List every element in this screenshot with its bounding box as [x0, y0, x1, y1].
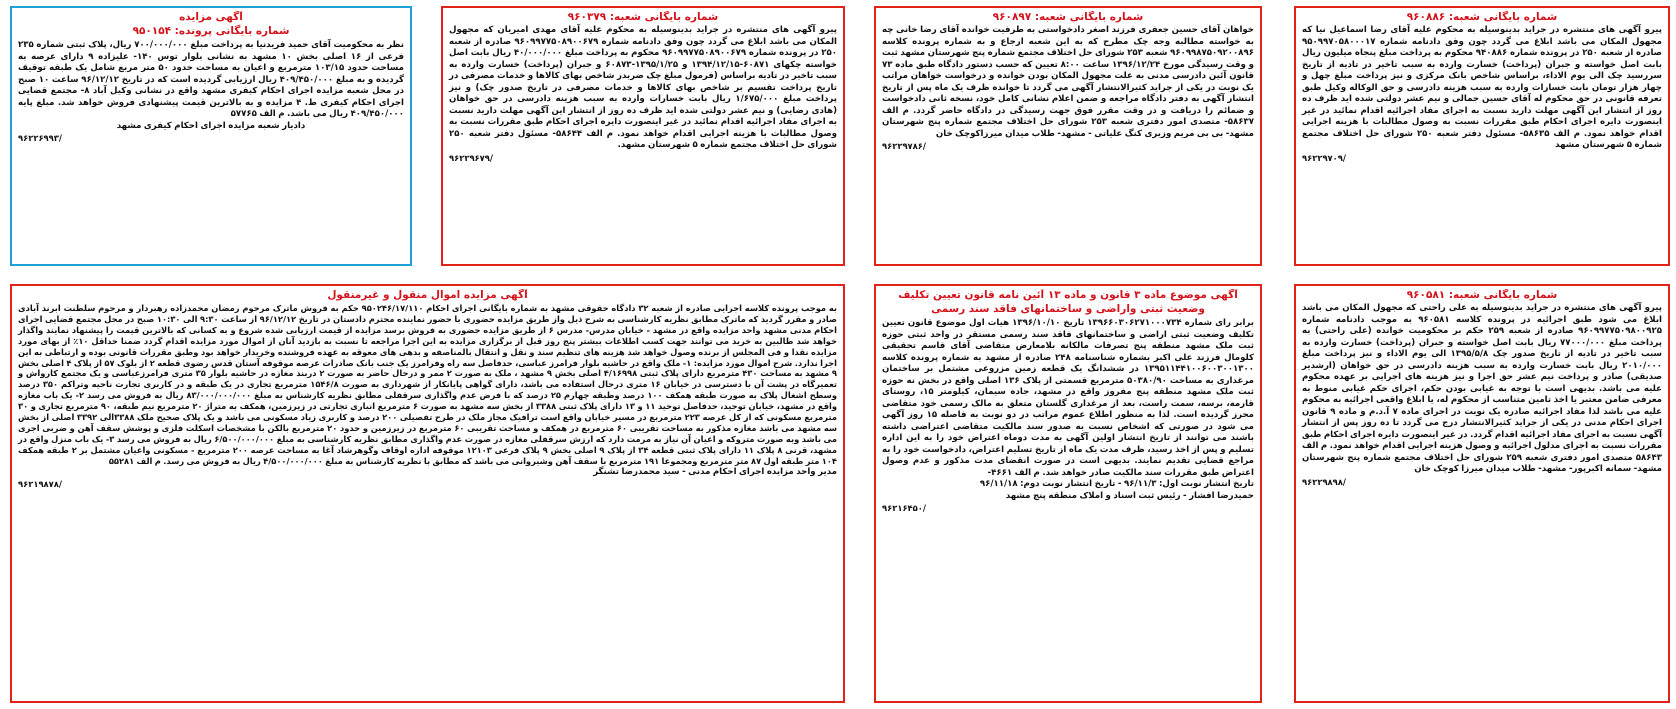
- notice-subtitle: وضعیت ثبتی واراضی و ساختمانهای فاقد سند رسمی: [931, 303, 1205, 315]
- notice-code: ۹۶۲۲۹۶۷۹/: [449, 152, 493, 163]
- notice-960379: [441, 6, 845, 266]
- notice-code: ۹۶۲۲۹۸۹۸/: [1302, 476, 1346, 487]
- notice-body: پیرو آگهی های منتشره در جراید بدینوسیله به علی راحتی که مجهول المکان می باشد ابلاغ می شود طبق اجرائیه در پرونده کلاسه ۹۶۰۵۸۱ به موجب دادنامه شماره ۹۶۰۹۹۷۷۵۰۹۸۰۰۹۲۵ صادره از شعبه ۲۵۹ حکم بر محکومیت خوانده (علی راحتی) به پرداخت مبلغ ۷۷۰۰۰/۰۰۰ ریال بابت اصل خواسته و جبران (پرداخت) خسارت وارده به سبب تاخیر در تادیه از تاریخ صدور چک ۱۳۹۵/۵/۸ الی یوم الاداء و نیز پرداخت مبلغ ۲۰۱۰/۰۰۰ ریال بابت خسارت وارده به سبب هزینه دادرسی در حق خواهان (ارشدیر صدیقی) صادر و پرداخت نیم عشر حق اجرا و نیز هزینه های اجرایی بر عهده محکوم علیه می باشد. بدیهی است با توجه به غیابی بودن حکم، اجرای حکم غیابی منوط به معرفی ضامن معتبر یا اخذ تامین متناسب از محکوم له، یا ابلاغ واقعی اجرائیه به محکوم علیه می باشد لذا مفاد اجرائیه صادره یک نوبت در اجرای ماده ۷ آ.د.م و ماده ۹ قانون اجرای احکام مدنی در یکی از جراید کثیرالانتشار درج می گردد تا ده روز پس از انتشار آگهی نسبت به اجرای مفاد اجرائیه اقدام گردد. در غیر اینصورت دایره اجرای احکام طبق مقررات نسبت به اجرای مدلول اجرائیه و وصول هزینه اجرایی اقدام خواهد نمود. م الف ۵۸۶۴۳ متصدی امور دفتری شعبه ۲۵۹ شورای حل اختلاف مجتمع شماره پنج شهرستان مشهد- سمانه اکبرپور- مشهد- طلاب میدان میرزا کوچک خان: [1302, 303, 1663, 474]
- notice-960581: [1294, 284, 1670, 703]
- notice-body: به موجب پرونده کلاسه اجرایی صادره از شعبه ۳۲ دادگاه حقوقی مشهد به شماره بایگانی اجرای احکام ۹۵۰۲۴۶/۱۷/۱۱۰ حکم به فروش ماترک مرحوم رمضان محمدزاده رهبردار و مرحوم سلطنت ابرند آبادی صادر و مقرر گردید که ماترک مطابق نظریه کارشناسی به شرح ذیل واز طریق مزایده حضوری با حضور نماینده محترم دادستان در تاریخ ۹۶/۱۲/۱۲ از ساعت ۹:۳۰ الی ۱۰:۳۰ صبح در محل مجتمع قضایی اجرای احکام مدنی مشهد واحد مزایده واقع در مشهد - خیابان مدرس- مدرس ۶ از طریق مزایده حضوری به فروش برسد مزایده از قیمت ارزیابی شده شروع و به کسانی که بالاترین قیمت را پیشنهاد نمایند واگذار خواهد شد طالبین به خرید می توانند جهت کسب اطلاعات بیشتر پنج روز قبل از برگزاری مزایده به این اجرا مراجعه تا نسبت به بازدید آنان از اموال مورد مزایده اقدام گردد ضمنا حداقل ۱۰٪ از بهای مورد مزایده نقدا و فی المجلس از برنده وصول خواهد شد هزینه های تنظیم سند و نقل و انتقال بالمناصفه و بدهی های معوقه به عهده فروشنده وخریدار خواهد بود وطبق مقررات قانونی بوده و ارتباطی به این اجرا ندارد. شرح اموال مورد مزایده: ۱- ملک واقع در حاشیه بلوار فرامرز عباسی، حدفاصل سه راه وفرامرز یک جنب بانک صادرات عرصه موقوفه آستان قدس رضوی قطعه ۲ از بلوک ۵۷ از پلاک ۴ اصلی بخش ۹ مشهد به مساحت ۴۳۰ مترمربع دارای پلاک ثبتی ۴/۱۶۹۹۸ اصلی بخش ۹ مشهد ، ملک به صورت ۲ ممر و درحال حاضر به صورت ۲ دربند مغازه در حاشیه بلوار ۳۵ متری فرامرزعباسی و یک مجتمع کارواش و تعمیرگاه در پشت آن با دسترسی در خیابان ۱۶ متری درحال استفاده می باشد، دارای گواهی پایانکار از شهرداری به صورت ۱۵۴۶/۸ مترمربع تجاری در یک طبقه و در کاربری تجارت ناحیه وتراکم ۳۵۰ درصد وسطح اشغال پلاک به صورت طبقه همکف ۱۰۰ درصد وطبقه چهارم ۲۵ درصد که با فرض عدم واگذاری سرقفلی مطابق نظریه کارشناس به مبلغ ۸۳/۰۰۰/۰۰۰/۰۰۰ ریال به فروش می رسد ۲- یک باب مغازه واقع در مشهد، خیابان توحید، حدفاصل توحید ۱۱ و ۱۳ دارای پلاک ثبتی ۳۳۸۸ از بخش سه مشهد به صورت ۶ مترمربع انباری تجارتی در زیرزمین، همکف به متراژ ۲۰ مترمربع نیم طبقه، ۹۰ مترمربع تجاری و ۳۰ مترمربع مسکونی که از کل عرصه ۲۲۳ مترمربع در مسیر خیابان واقع است ترافیک مجاز ملک در طرح تفصیلی ۲۰۰ درصد و کاربری زیاد مسکونی می باشد و یک پلاک صحیح ملک ۳۳۸۸الی ۳۳۹۲ اصلی از بخش سه مشهد می باشد مغازه مذکور به مساحت تقریبی ۶۰ مترمربع در همکف و مساحت تقریبی ۶۰ مترمربع در زیرزمین و حدود ۲۰ مترمربع بالکن با مشخصات اسکلت فلزی و پوشش سقف آهن و ضربی اجری می باشد وبه صورت متروکه و اعیان آن نیاز به مرمت دارد که ارزش سرقفلی مغازه در صورت عدم واگذاری مطابق نظریه کارشناسی به مبلغ ۶/۵۰۰/۰۰۰/۰۰۰ ریال به فروش می رسد ۳- یک باب منزل واقع در مشهد، قرنی ۸ پلاک ۱۱ دارای پلاک ثبتی قطعه ۳۴ از پلاک ۹ اصلی بخش ۹ پلاک فرعی ۱۲۱۰۳ موقوفه اداره اوقاف وگوهرشاد آغا به مساحت عرصه ۲۰۰ مترمربع - مسکونی واعیان مشتمل بر ۲ طبقه همکف ۱۰۴ متر طبقه اول ۸۷ متر مترمربع ومجموعا ۱۹۱ مترمربع با سقف آهن وشیروانی می باشد که مطابق با نظریه کارشناس به مبلغ ۴/۵۰۰/۰۰۰/۰۰۰ ریال به فروش می رسد. م الف ۵۵۲۸۱: [18, 303, 838, 466]
- notice-code: ۹۶۲۱۶۴۵۰/: [882, 503, 926, 513]
- notice-title: آگهی موضوع ماده ۳ قانون و ماده ۱۳ آئین نامه قانون تعیین تکلیف: [898, 289, 1238, 301]
- notice-signature: مدیر واحد مزایده اجرای احکام مدنی - سید محمدرضا تشنگر: [593, 466, 837, 477]
- notice-body: نظر به محکومیت آقای حمید فریدنیا به پرداخت مبلغ ۷۰۰/۰۰۰/۰۰۰ ریال، پلاک ثبتی شماره ۲۳۵ فرعی از ۱۶ اصلی بخش ۱۰ مشهد به نشانی بلوار توس ۱۴۰- علیزاده ۹ دارای عرصه به مساحت حدود ۱۰۳/۱۵ مترمربع و اعیان به مساحت حدود ۵۰ متر مربع شامل یک طبقه توقیف گردیده و به مبلغ ۴۰۹/۴۵۰/۰۰۰ ریال ارزیابی گردیده است که در تاریخ ۹۶/۱۲/۱۲ ساعت ۱۰ صبح در محل شعبه مزایده اجرای احکام کیفری مشهد واقع در نشانی وکیل آباد ۸- مجتمع قضایی اجرای احکام کیفری ط. ۴ مزایده و به بالاترین قیمت پیشنهادی فروش خواهد شد. مبلغ پایه ۴۰۹/۴۵۰/۰۰۰ ریال می باشد. م الف ۵۷۷۶۵: [18, 40, 405, 119]
- notice-signature: حمیدرضا افشار - رئیس ثبت اسناد و املاک منطقه پنج مشهد: [1005, 490, 1254, 501]
- auction-notice-950154: [10, 6, 412, 266]
- notice-dates: تاریخ انتشار نوبت اول: ۹۶/۱۱/۳ - تاریخ انتشار نوبت دوم: ۹۶/۱۱/۱۸: [979, 479, 1254, 489]
- notice-960897: [874, 6, 1262, 266]
- notice-title: آگهی مزایده اموال منقول و غیرمنقول: [327, 289, 528, 301]
- notice-body: برابر رای شماره ۱۳۹۶۶۰۳۰۶۲۷۱۰۰۰۷۳۴ تاریخ ۱۳۹۶/۱۰/۱۰ هیات اول موضوع قانون تعیین تکلیف وضعیت ثبتی اراضی و ساختمانهای فاقد سند رسمی مستقر در واحد ثبتی حوزه ثبت ملک مشهد منطقه پنج تصرفات مالکانه بلامعارض متقاضی آقای قاسم تحقیقی کلومال فرزند علی اکبر بشماره شناسنامه ۲۴۸ صادره از مشهد به شماره پرونده کلاسه ۱۳۹۵۱۱۴۴۱۰۰۶۰۰۳۰۰۱۳۰۰ در ششدانگ یک قطعه زمین مزروعی مشتمل بر ساختمان مرغداری به مساحت ۵۰۳۸۰/۹۰ مترمربع قسمتی از پلاک ۱۳۶ اصلی واقع در بخش نه حوزه ثبت ملک مشهد منطقه پنج مفروز واقع در مشهد، جاده سیمان، کیلومتر ۱۵، روستای قارمه، برسه، سمت راست، بعد از مرغداری گلستان متعلق به مالک رسمی خود متقاضی محرز گردیده است. لذا به منظور اطلاع عموم مراتب در دو نوبت به فاصله ۱۵ روز آگهی می شود در صورتی که اشخاص نسبت به صدور سند مالکیت متقاضی اعتراضی داشته باشند می توانند از تاریخ انتشار اولین آگهی به مدت دوماه اعتراض خود را به این اداره تسلیم و پس از اخذ رسید، ظرف مدت یک ماه از تاریخ تسلیم اعتراض، دادخواست خود را به مراجع قضایی تقدیم نمایند. بدیهی است در صورت انقضای مدت مذکور و عدم وصول اعتراض طبق مقررات سند مالکیت صادر خواهد شد. م الف ۴۶۶۱-: [882, 318, 1255, 478]
- notice-code: ۹۶۲۲۹۷۸۶/: [882, 141, 926, 151]
- notice-title: شماره بایگانی شعبه: ۹۶۰۸۸۶: [1406, 11, 1558, 23]
- notice-code: ۹۶۲۲۹۷۰۹/: [1302, 152, 1346, 163]
- notice-title: شماره بایگانی شعبه: ۹۶۰۳۷۹: [567, 11, 719, 23]
- notice-code: ۹۶۲۲۶۹۹۳/: [18, 133, 62, 143]
- notice-subtitle: شماره بایگانی پرونده: ۹۵۰۱۵۴: [132, 25, 290, 37]
- notice-960886: [1294, 6, 1670, 266]
- land-registration-notice: [874, 284, 1262, 703]
- notice-body: پیرو آگهی های منتشره در جراید بدینوسیله به محکوم علیه آقای مهدی امیریان که مجهول المکان می باشد ابلاغ می گردد چون وفق دادنامه شماره ۹۶۰۹۹۷۷۵۰۸۹۰۰۶۷۹ صادره از شعبه ۲۵۰ در پرونده شماره ۹۶۰۹۹۷۷۵۰۸۹۰۰۶۷۹ محکوم به پرداخت مبلغ ۴۰/۰۰۰/۰۰۰ ریال بابت اصل خواسته چکهای ۶۰۸۷۱-۱۳۹۴/۱۲/۱۵ و ۱۳۹۵/۱/۲۵-۶۰۸۷۳ و جبران (پرداخت) خسارت وارده به سبب تاخیر در تادیه براساس (فرمول مبلغ چک ضربدر شاخص بهای کالاها و خدمات مصرفی در تاریخ پرداخت تقسیم بر شاخص بهای کالاها و خدمات مصرفی در تاریخ صدور چک) و نیز پرداخت مبلغ ۱/۶۷۵/۰۰۰ ریال بابت خسارات وارده به سبب هزینه دادرسی در حق خواهان (هادی رضایی) و نیم عشر دولتی شده اید ظرف ده روز از انتشار این آگهی مهلت دارید نسبت به اجرای مفاد اجرائیه اقدام نمائید در غیر اینصورت دایره اجرای احکام طبق مقررات نسبت به وصول مطالبات با هزینه اجرایی اقدام خواهد نمود. م الف ۵۸۶۴۴- مسئول دفتر شعبه ۲۵۰ شورای حل اختلاف مجتمع شماره ۵ شهرستان مشهد.: [449, 25, 837, 150]
- notice-signature: دادیار شعبه مزایده اجرای احکام کیفری مشهد: [116, 120, 306, 131]
- notice-title: شماره بایگانی شعبه: ۹۶۰۸۹۷: [992, 11, 1144, 23]
- property-auction-notice: [10, 284, 845, 703]
- notice-title: آگهی مزایده: [179, 11, 243, 23]
- notice-code: ۹۶۲۱۹۸۷۸/: [18, 479, 62, 490]
- notice-title: شماره بایگانی شعبه: ۹۶۰۵۸۱: [1406, 289, 1558, 301]
- notice-body: پیرو آگهی های منتشره در جراید بدینوسیله به محکوم علیه آقای رضا اسماعیل نیا که مجهول المکان می باشد ابلاغ می گردد چون وفق دادنامه شماره ۹۵۰۹۹۷۰۵۸۰۰۰۱۷ صادره از شعبه ۲۵۰ در پرونده شماره ۹۴۰۸۸۶ محکوم به پرداخت مبلغ پنجاه میلیون ریال بابت اصل خواسته و جبران (پرداخت) خسارت وارده به سبب تاخیر در تادیه از تاریخ سررسید چک الی یوم الاداء، براساس شاخص بانک مرکزی و نیز پرداخت مبلغ چهل و چهار هزار تومان بابت خسارات وارده به سبب هزینه دادرسی و حق الوکاله وکیل طبق تعرفه قانونی در حق محکوم له آقای حسین جمالی و نیم عشر دولتی شده اید ظرف ده روز از انتشار این آگهی مهلت دارید نسبت به اجرای مفاد اجرائیه اقدام نمائید در غیر اینصورت دایره اجرای احکام طبق مقررات نسبت به وصول مطالبات با هزینه اجرایی اقدام خواهد نمود. م الف ۵۸۶۳۵- مسئول دفتر شعبه ۲۵۰ شورای حل اختلاف مجتمع شماره ۵ شهرستان مشهد: [1302, 25, 1663, 150]
- notice-body: خواهان آقای حسین جعفری فرزند اصغر دادخواستی به طرفیت خوانده آقای رضا خانی چه به خواسته مطالبه وجه چک مطرح که به این شعبه ارجاع و به شماره پرونده کلاسه ۹۶۰۹۹۸۷۵۰۹۲۰۰۸۹۶ شعبه ۲۵۳ شورای حل اختلاف مجتمع شماره پنج شهرستان مشهد ثبت و وقت رسیدگی مورخ ۱۳۹۶/۱۲/۲۴ ساعت ۸:۰۰ تعیین که حسب دستور دادگاه طبق ماده ۷۳ قانون آئین دادرسی مدنی به علت مجهول المکان بودن خوانده و درخواست خواهان مراتب یک نوبت در یکی از جراید کثیرالانتشار آگهی می گردد تا خوانده ظرف یک ماه پس از تاریخ انتشار آگهی به دفتر دادگاه مراجعه و ضمن اعلام نشانی کامل خود، نسخه ثانی دادخواست و ضمائم را دریافت و در وقت مقرر فوق جهت رسیدگی در دادگاه حاضر گردد. م الف ۵۸۶۳۷- متصدی امور دفتری شعبه ۲۵۳ شورای حل اختلاف مجتمع شماره پنج شهرستان مشهد- بی بی مریم وزیری کنگ علیاتی - مشهد- طلاب میدان میرزاکوچک خان: [882, 25, 1255, 139]
